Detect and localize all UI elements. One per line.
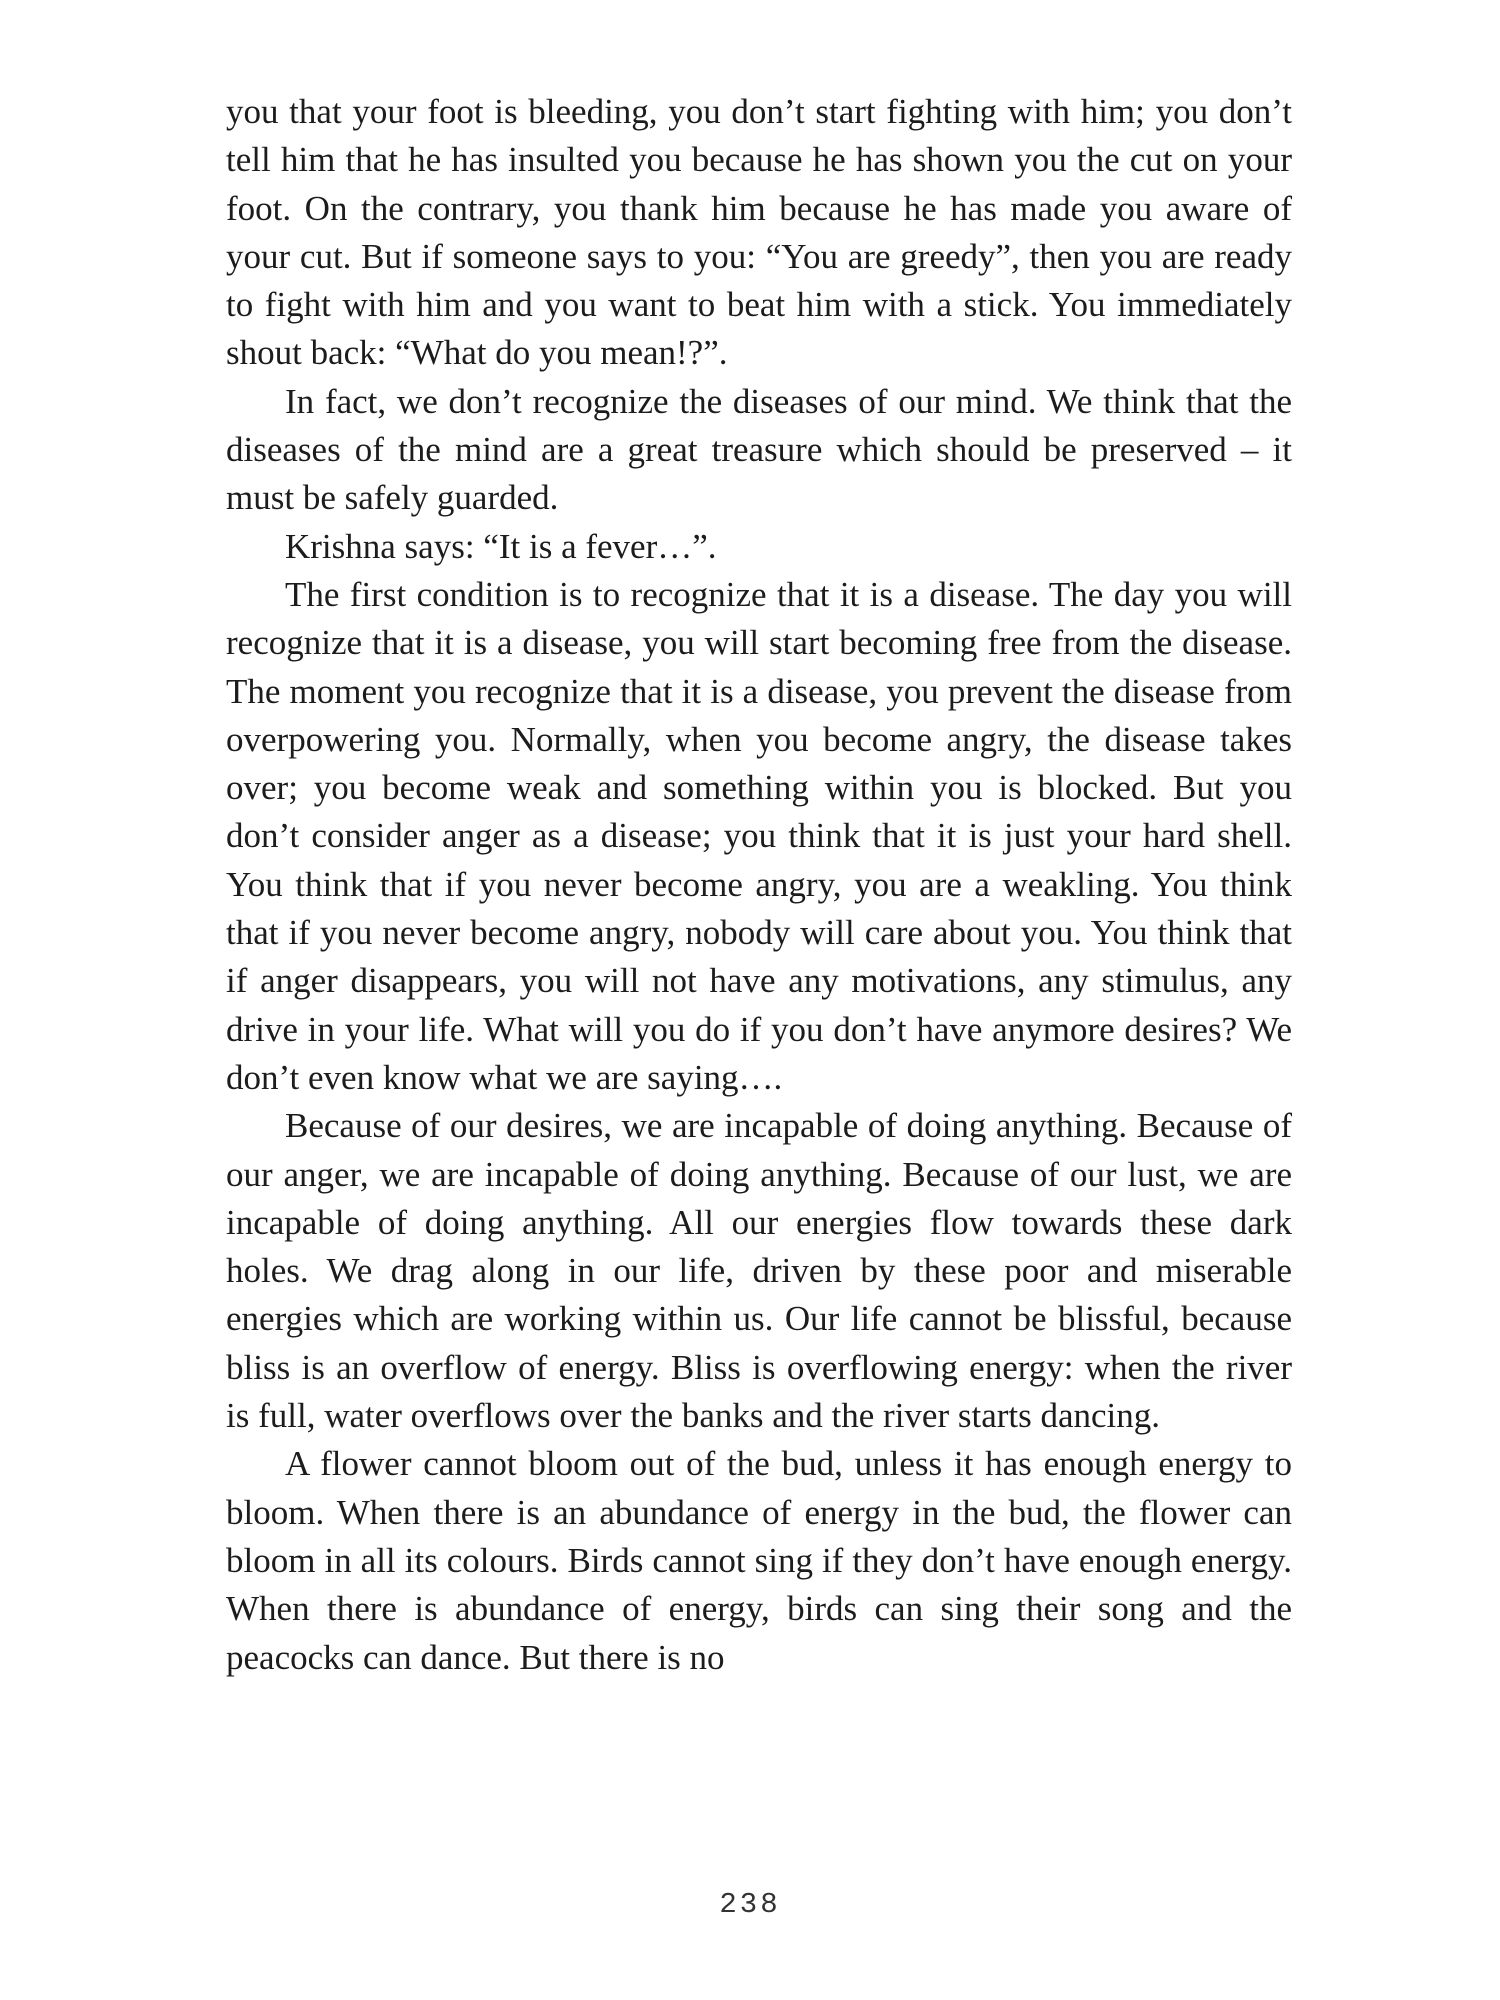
paragraph-krishna-quote: Krishna says: “It is a fever…”. [285, 526, 717, 566]
paragraph-because-of-desires: Because of our desires, we are incapable of doing anything. Because of our anger, we are incapable of doing anything. Because of our lust, we are incapable of doing anything. All our energies flow towards these dark holes. We drag along in our life, driven by these poor and miserable energies which are working within us. Our life cannot be blissful, because bliss is an overflow of energy. Bliss is overflowing energy: when the river is full, water overflows over the banks and the river starts dancing. [226, 1106, 1292, 1436]
page-number: 238 [719, 1888, 781, 1921]
paragraph-flower-bloom: A flower cannot bloom out of the bud, unless it has enough energy to bloom. When there is an abundance of energy in the bud, the flower can bloom in all its colours. Birds cannot sing if they don’t have enough energy. When there is abundance of energy, birds can sing their song and the peacocks can dance. But there is no [226, 1444, 1292, 1677]
paragraph-continuation: you that your foot is bleeding, you don’t start fighting with him; you don’t tell him that he has insulted you because he has shown you the cut on your foot. On the contrary, you thank him because he has made you aware of your cut. But if someone says to you: “You are greedy”, then you are ready to fight with him and you want to beat him with a stick. You immediately shout back: “What do you mean!?”. [226, 92, 1292, 373]
page-body [226, 88, 1292, 1682]
paragraph-diseases-of-mind: In fact, we don’t recognize the diseases of our mind. We think that the diseases of the mind are a great treasure which should be preserved – it must be safely guarded. [226, 381, 1292, 518]
paragraph-first-condition: The first condition is to recognize that it is a disease. The day you will recognize that it is a disease, you will start becoming free from the disease. The moment you recognize that it is a disease, you prevent the disease from overpowering you. Normally, when you become angry, the disease takes over; you become weak and something within you is blocked. But you don’t consider anger as a disease; you think that it is just your hard shell. You think that if you never become angry, you are a weakling. You think that if you never become angry, nobody will care about you. You think that if anger disappears, you will not have any motivations, any stimulus, any drive in your life. What will you do if you don’t have anymore desires? We don’t even know what we are saying…. [226, 574, 1292, 1097]
